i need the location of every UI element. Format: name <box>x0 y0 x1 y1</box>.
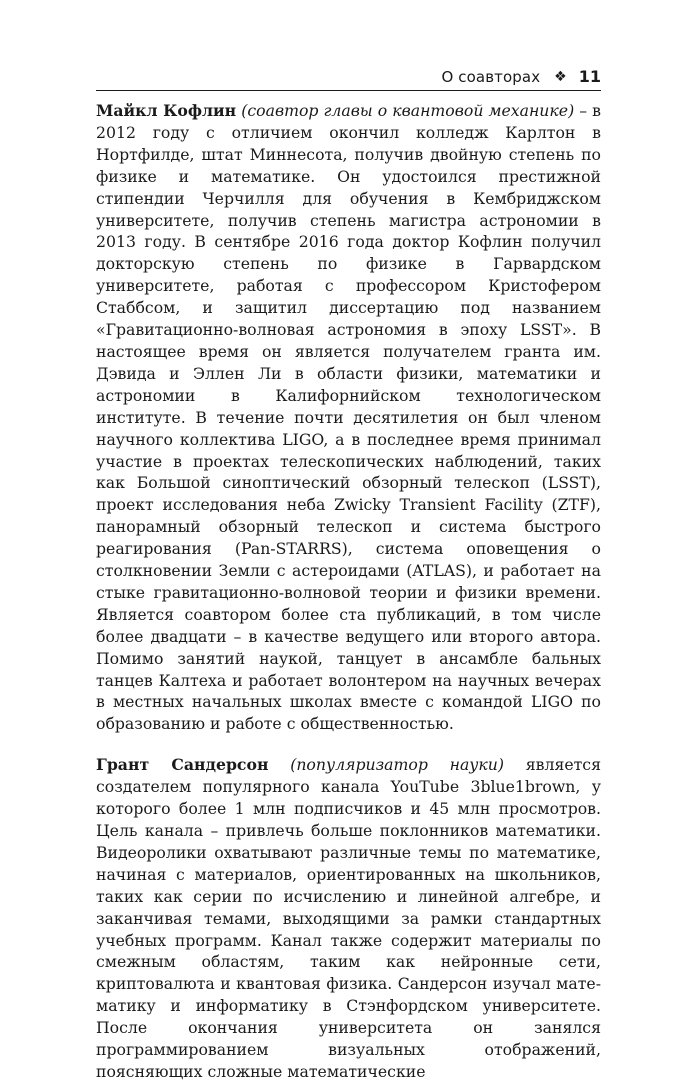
bio-role: (соавтор главы о квантовой механике) <box>241 101 575 120</box>
bio-text: – в 2012 году с отличием окончил колледж Карлтон в Нортфилде, штат Миннесота, получив двойную степень по физике и математике. Он удостоился престижной стипендии Черчилля для обучения в Кембриджском университете, получив степень магистра астрономии в 2013 году. В сентябре 2016 года доктор Кофлин получил докторскую степень по физике в Гарвардском университете, работая с профессором Кристофером Стаббсом, и защитил диссертацию под названием «Гравитационно-волновая астрономия в эпоху LSST». В настоящее время он является получателем гранта им. Дэвида и Эллен Ли в области физики, математики и астрономии в Калифорнийском технологическом институте. В течение почти десятилетия он был членом научного коллектива LIGO, а в последнее время принимал участие в проектах телескопических наблюдений, таких как Большой синоптический обзорный телескоп (LSST), проект исследования неба Zwicky Transient Facility (ZTF), панорамный обзорный телескоп и система быстрого реагирования (Pan-STARRS), система оповещения о столкновении Земли с астероидами (ATLAS), и работает на стыке гравитационно-волновой теории и физики времени. Является соавтором более ста публикаций, в том числе более двадцати – в качестве ведущего или второго автора. Помимо занятий наукой, танцует в ансамбле бальных танцев Калтеха и работает волонтером на научных вечерах в местных начальных школах вместе с командой LIGO по образованию и работе с общественностью. <box>96 101 601 734</box>
bio-name: Майкл Кофлин <box>96 101 237 120</box>
bio-text: является создателем популярного канала YouTube 3blue1brown, у которого более 1 млн подписчиков и 45 млн просмотров. Цель канала – привлечь больше поклонников математики. Видеоролики охватывают различные темы по математике, начиная с материалов, ориентированных на школьников, таких как серии по исчислению и линейной алгебре, и заканчивая темами, выходящими за рамки стандартных учебных программ. Канал также содержит материалы по смежным областям, таким как нейронные сети, криптовалюта и квантовая физика. Сандерсон изучал математику и информатику в Стэнфордском университете. После окончания университета он занялся программированием визуальных отображений, поясняющих сложные математические <box>96 755 601 1081</box>
diamond-ornament-icon: ❖ <box>554 69 567 85</box>
running-head-title: О соавторах <box>441 68 541 86</box>
page-body <box>96 100 601 1083</box>
bio-paragraph-sanderson <box>96 754 601 1083</box>
page-number: 11 <box>578 67 601 86</box>
bio-paragraph-coughlin <box>96 100 601 735</box>
running-header <box>96 56 601 91</box>
bio-role: (популяризатор науки) <box>290 755 504 775</box>
bio-name: Грант Сандерсон <box>96 755 269 775</box>
